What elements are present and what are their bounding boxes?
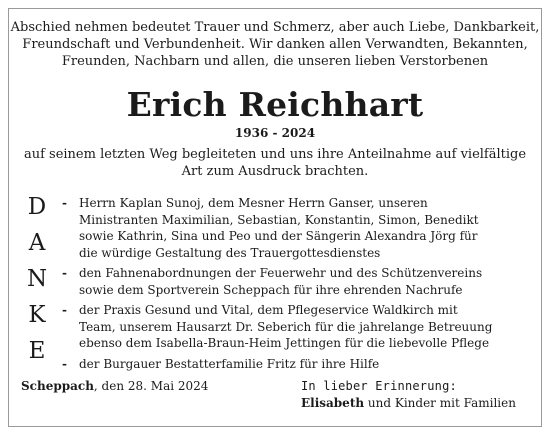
thanks-line: auf seinem letzten Weg begleiteten und uns ihre Anteilnahme auf vielfältige xyxy=(23,147,527,162)
entry-line: sowie Kathrin, Sina und Peo und der Sängerin Alexandra Jörg für xyxy=(79,229,478,243)
entry-dash: - xyxy=(62,356,67,371)
intro-line: Freundschaft und Verbundenheit. Wir danken allen Verwandten, Bekannten, xyxy=(22,37,528,52)
deceased-name: Erich Reichhart xyxy=(126,85,424,124)
danke-vertical xyxy=(22,189,52,369)
intro-line: Freunden, Nachbarn und allen, die unseren lieben Verstorbenen xyxy=(61,54,489,69)
thanks-entry-care xyxy=(62,302,532,352)
survivor-name: Elisabeth xyxy=(301,396,365,410)
remembrance-label: In lieber Erinnerung: xyxy=(301,379,457,393)
life-years: 1936 - 2024 xyxy=(234,126,316,140)
obituary-notice xyxy=(8,8,542,427)
entry-line: ebenso dem Isabella-Braun-Heim Jettingen für die liebevolle Pflege xyxy=(79,336,490,350)
thanks-line: Art zum Ausdruck brachten. xyxy=(181,164,369,179)
thanks-entry-associations xyxy=(62,265,532,298)
danke-letter: N xyxy=(26,266,48,292)
place: Scheppach xyxy=(21,379,94,393)
thanks-entry-clergy xyxy=(62,195,532,261)
entry-dash: - xyxy=(62,303,67,317)
entry-dash: - xyxy=(62,196,67,210)
thanks-text xyxy=(9,146,541,180)
entry-line: Team, unserem Hausarzt Dr. Seberich für die jahrelange Betreuung xyxy=(79,319,493,334)
entry-line: sowie dem Sportverein Scheppach für ihre ehrenden Nachrufe xyxy=(79,282,463,297)
intro-text xyxy=(9,19,541,70)
intro-line: Abschied nehmen bedeutet Trauer und Schmerz, aber auch Liebe, Dankbarkeit, xyxy=(10,20,540,35)
entry-line: der Praxis Gesund und Vital, dem Pflegeservice Waldkirch mit xyxy=(79,303,458,317)
entry-line: Herrn Kaplan Sunoj, dem Mesner Herrn Ganser, unseren xyxy=(79,196,428,210)
danke-letter: K xyxy=(28,302,46,328)
place-date xyxy=(21,378,208,394)
thanks-entry-funeral-home xyxy=(62,356,532,373)
survivor-family: und Kinder mit Familien xyxy=(364,396,516,410)
danke-letter: E xyxy=(28,338,46,364)
thanks-list xyxy=(62,195,532,376)
signature-block xyxy=(301,378,516,412)
entry-line: den Fahnenabordnungen der Feuerwehr und des Schützenvereins xyxy=(79,266,483,280)
entry-line: der Burgauer Bestatterfamilie Fritz für ihre Hilfe xyxy=(79,356,380,371)
danke-letter: D xyxy=(27,194,47,220)
danke-letter: A xyxy=(28,230,46,256)
entry-line: die würdige Gestaltung des Trauergottesdienstes xyxy=(79,245,381,260)
entry-line: Ministranten Maximilian, Sebastian, Konstantin, Simon, Benedikt xyxy=(79,212,479,227)
date: , den 28. Mai 2024 xyxy=(93,379,209,393)
entry-dash: - xyxy=(62,266,67,280)
